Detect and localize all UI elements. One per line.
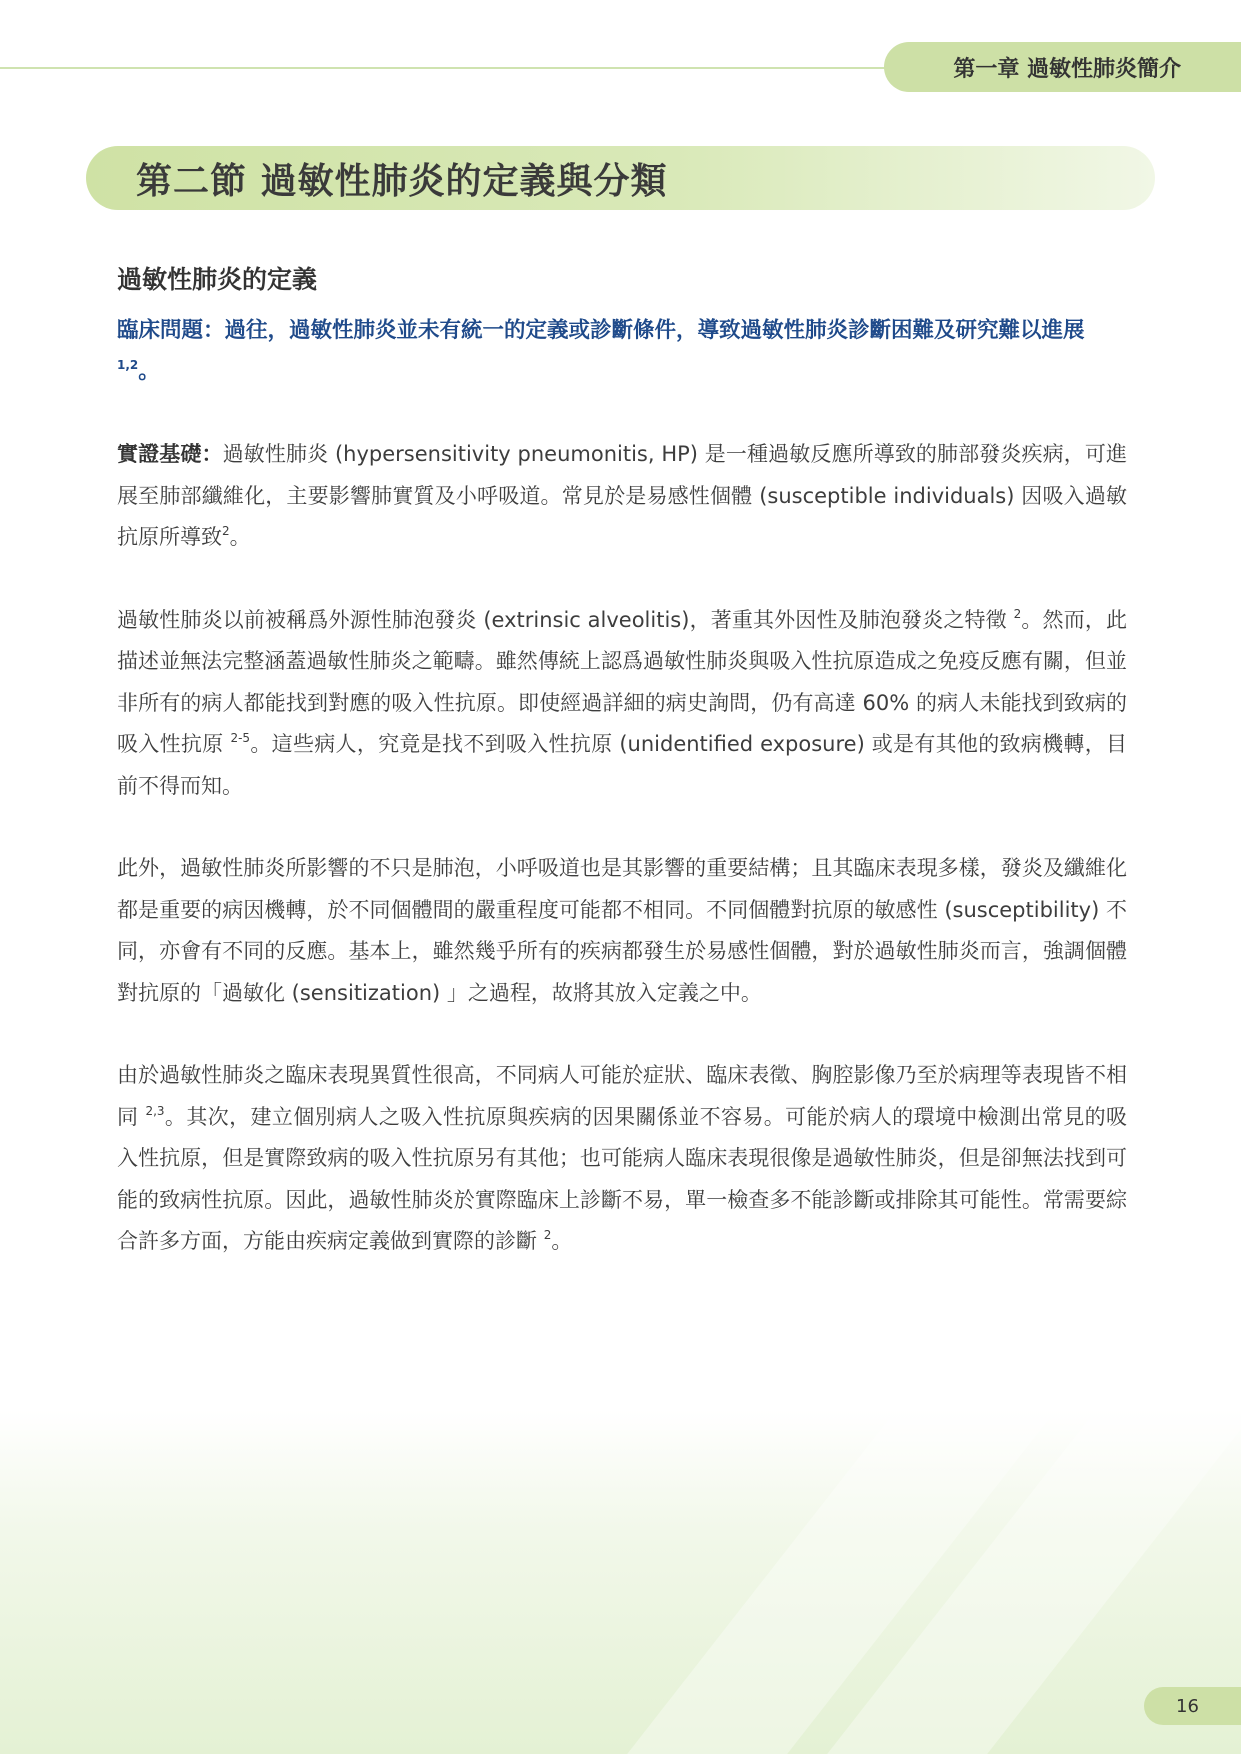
citation: 1,2 (117, 358, 139, 372)
citation: 2 (1013, 606, 1022, 621)
paragraph-sensitization: 此外，過敏性肺炎所影響的不只是肺泡，小呼吸道也是其影響的重要結構；且其臨床表現多樣，發炎及纖維化都是重要的病因機轉，於不同個體間的嚴重程度可能都不相同。不同個體對抗原的敏感性 (susceptibility) 不同，亦會有不同的反應。基本上，雖然幾乎所有的疾病都發生於易感性個體，對於過敏性肺炎而言，強調個體對抗原的「過敏化 (sensitization) 」之過程，故將其放入定義之中。 (117, 856, 1127, 1005)
chapter-tab (884, 42, 1241, 92)
background-gradient (0, 1410, 1241, 1754)
clinical-question: 臨床問題：過往，過敏性肺炎並未有統一的定義或診斷條件，導致過敏性肺炎診斷困難及研究難以進展$^{1,2}$。 (117, 318, 1085, 384)
citation: 2-5 (230, 731, 251, 745)
paragraph-history: 過敏性肺炎以前被稱爲外源性肺泡發炎 (extrinsic alveolitis)，著重其外因性及肺泡發炎之特徵 $^2$。然而，此描述並無法完整涵蓋過敏性肺炎之範疇。雖然傳統上認爲過敏性肺炎與吸入性抗原造成之免疫反應有關，但並非所有的病人都能找到對應的吸入性抗原。即使經過詳細的病史詢問，仍有高達 60% 的病人未能找到致病的吸入性抗原 $^{2-5}$。這些病人，究竟是找不到吸入性抗原 (unidentified exposure) 或是有其他的致病機轉，目前不得而知。 (117, 606, 1127, 798)
citation: 2 (543, 1228, 552, 1242)
page-number: 16 (1144, 1687, 1241, 1725)
citation: 2 (222, 524, 230, 538)
paragraph-diagnosis: 由於過敏性肺炎之臨床表現異質性很高，不同病人可能於症狀、臨床表徵、胸腔影像乃至於病理等表現皆不相同 $^{2,3}$。其次，建立個別病人之吸入性抗原與疾病的因果關係並不容易。可能於病人的環境中檢測出常見的吸入性抗原，但是實際致病的吸入性抗原另有其他；也可能病人臨床表現很像是過敏性肺炎，但是卻無法找到可能的致病性抗原。因此，過敏性肺炎於實際臨床上診斷不易，單一檢查多不能診斷或排除其可能性。常需要綜合許多方面，方能由疾病定義做到實際的診斷 $^2$。 (117, 1063, 1127, 1253)
main-content (117, 258, 1127, 1263)
citation: 2,3 (145, 1103, 165, 1118)
section-title: 第二節 過敏性肺炎的定義與分類 (136, 160, 668, 202)
header-rule (0, 67, 900, 69)
evidence-label: 實證基礎： (117, 442, 223, 466)
subheading: 過敏性肺炎的定義 (117, 265, 318, 294)
evidence-paragraph: 實證基礎：過敏性肺炎 (hypersensitivity pneumonitis, HP) 是一種過敏反應所導致的肺部發炎疾病，可進展至肺部纖維化，主要影響肺實質及小呼吸道。常見於是易感性個體 (susceptible individuals) 因吸入過敏抗原所導致$^2$。 (117, 442, 1127, 549)
chapter-label: 第一章 過敏性肺炎簡介 (953, 56, 1181, 82)
section-banner (86, 146, 1155, 210)
